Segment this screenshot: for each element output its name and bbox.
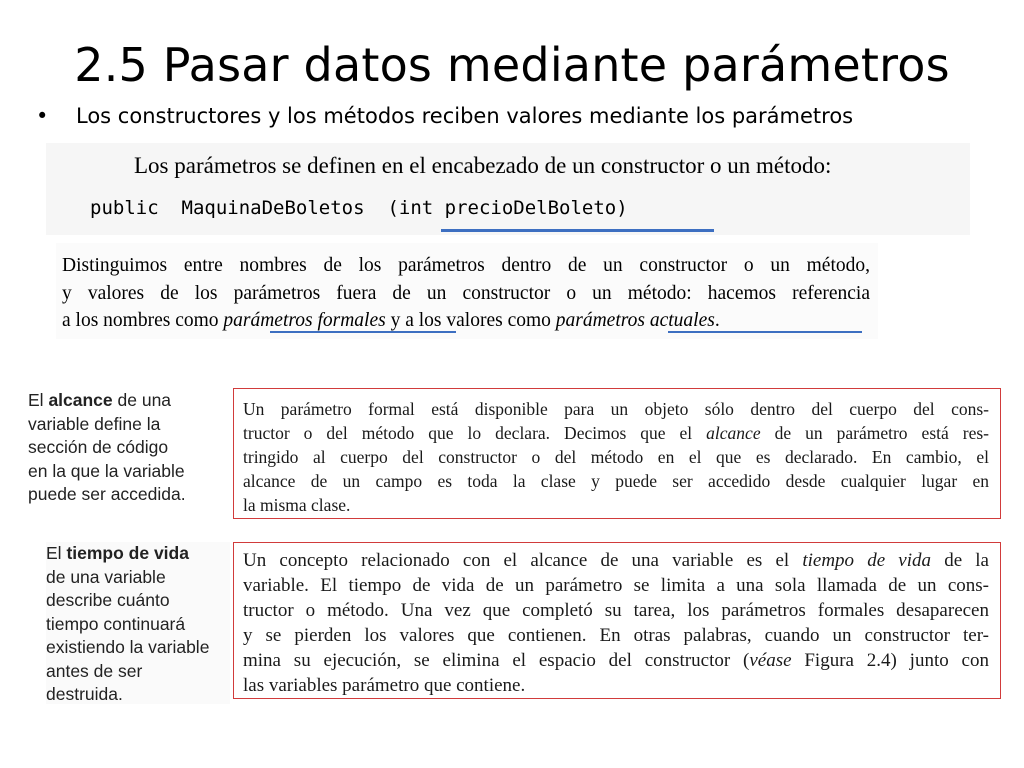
lifetime-box-line-1 (243, 548, 989, 573)
formal-params-term: parámetros formales (223, 310, 386, 331)
lifetime-note-line: tiempo continuará (46, 613, 186, 634)
lifetime-note-line: describe cuánto (46, 590, 170, 610)
lifetime-box-text: mina su ejecución, se elimina el espacio del constructor ( (243, 650, 750, 671)
formal-params-underline (270, 331, 456, 333)
lifetime-note-line: antes de ser (46, 660, 143, 681)
lifetime-note-line: de una variable (46, 566, 166, 587)
lifetime-box-line-2: variable. El tiempo de vida de un parámetro se limita a una sola llamada de un cons- (243, 575, 989, 596)
bullet-point (36, 102, 853, 130)
scope-em: alcance (706, 423, 761, 443)
lifetime-box-text: Figura 2.4) junto con (791, 650, 989, 671)
scope-box-line-4: alcance de un campo es toda la clase y puede ser accedido desde cualquier lugar en (243, 471, 989, 491)
lifetime-term: tiempo de vida (66, 543, 189, 563)
distinction-text: a los nombres como (62, 310, 224, 331)
scope-box-text: de un parámetro está res- (760, 423, 989, 443)
scope-note (28, 389, 228, 507)
scope-term: alcance (48, 390, 113, 410)
definition-text: Los parámetros se definen en el encabezado de un constructor o un método: (134, 153, 832, 178)
scope-note-line: variable define la (28, 413, 161, 434)
params-underline (441, 229, 714, 232)
scope-note-line: sección de código (28, 437, 169, 457)
scope-box-line-1: Un parámetro formal está disponible para un objeto sólo dentro del cuerpo del cons- (243, 399, 989, 419)
scope-box-line-5: la misma clase. (243, 495, 351, 515)
distinction-text: . (714, 310, 720, 331)
actual-params-underline (668, 331, 862, 333)
code-constructor-name: MaquinaDeBoletos (181, 197, 365, 219)
definition-panel (46, 143, 970, 235)
vease-em: véase (749, 650, 792, 671)
lifetime-box-line-5 (243, 648, 989, 673)
lifetime-box-text: de la (931, 550, 989, 571)
lifetime-note (46, 542, 230, 704)
code-signature (90, 197, 628, 219)
lifetime-em: tiempo de vida (802, 550, 932, 571)
scope-note-line: puede ser accedida. (28, 484, 186, 504)
lifetime-box-line-6: las variables parámetro que contiene. (243, 675, 526, 696)
scope-box-text: tructor o del método que lo declara. Decimos que el (243, 423, 707, 443)
distinction-panel (56, 243, 878, 339)
code-params: (int precioDelBoleto) (387, 197, 628, 219)
scope-box-line-2 (243, 421, 989, 446)
actual-params-term: parámetros actuales (555, 310, 715, 331)
scope-box-line-3: tringido al cuerpo del constructor o del método en el que es declarado. En cambio, el (243, 447, 989, 467)
scope-note-text: El (28, 390, 49, 410)
lifetime-note-line: existiendo la variable (46, 637, 210, 657)
distinction-text: y a los valores como (385, 310, 556, 331)
scope-note-text: de una (112, 390, 172, 410)
scope-note-line (28, 389, 228, 413)
scope-box (233, 388, 1001, 519)
lifetime-note-line (46, 542, 230, 566)
lifetime-note-text: El (46, 543, 67, 563)
lifetime-note-line: destruida. (46, 684, 123, 704)
distinction-line-1: Distinguimos entre nombres de los parámetros dentro de un constructor o un método, (62, 255, 870, 276)
scope-note-line: en la que la variable (28, 460, 185, 481)
distinction-line-2: y valores de los parámetros fuera de un constructor o un método: hacemos referencia (62, 283, 870, 304)
bullet-text: Los constructores y los métodos reciben valores mediante los parámetros (76, 104, 854, 128)
lifetime-box-text: Un concepto relacionado con el alcance de una variable es el (243, 550, 803, 571)
lifetime-box (233, 542, 1001, 699)
lifetime-box-line-4: y se pierden los valores que contienen. En otras palabras, cuando un constructor ter- (243, 625, 989, 646)
lifetime-box-line-3: tructor o método. Una vez que completó su tarea, los parámetros formales desaparecen (243, 600, 989, 621)
slide-title: 2.5 Pasar datos mediante parámetros (74, 38, 950, 92)
code-keyword: public (90, 197, 159, 219)
bullet-symbol: • (36, 104, 49, 128)
